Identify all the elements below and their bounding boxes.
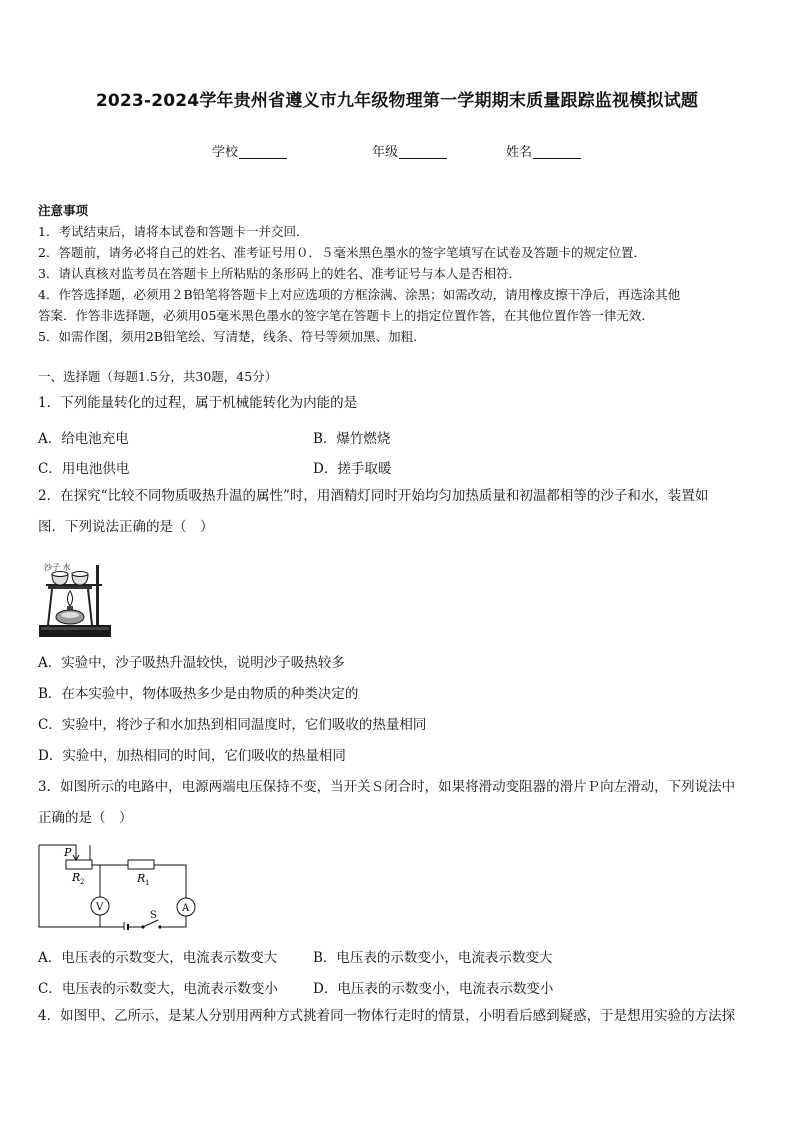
q2-option-d: D．实验中，加热相同的时间，它们吸收的热量相同 <box>38 748 346 764</box>
q3-stem-line2: 正确的是（ ） <box>38 810 133 826</box>
exam-title: 2023-2024学年贵州省遵义市九年级物理第一学期期末质量跟踪监视模拟试题 <box>95 91 699 111</box>
q2-option-c: C．实验中，将沙子和水加热到相同温度时，它们吸收的热量相同 <box>38 717 427 733</box>
notice-item: 5．如需作图，须用2B铅笔绘、写清楚，线条、符号等须加黑、加粗． <box>38 329 426 344</box>
q3-option-a: A．电压表的示数变大，电流表示数变大 <box>38 950 278 966</box>
figure-label-sand-water: 沙子 水 <box>44 563 71 572</box>
switch-label: S <box>150 910 157 921</box>
school-label: 学校 <box>212 145 239 160</box>
q4-stem-line1: 4．如图甲、乙所示，是某人分别用两种方式挑着同一物体行走时的情景，小明看后感到疑惑，于是想用实验的方法探 <box>38 1008 736 1024</box>
q3-option-b: B．电压表的示数变小，电流表示数变大 <box>313 950 553 966</box>
q1-option-a: A．给电池充电 <box>38 431 129 447</box>
section-heading: 一、选择题（每题1.5分，共30题，45分） <box>38 369 278 384</box>
q3-option-d: D．电压表的示数变小，电流表示数变小 <box>313 981 554 997</box>
voltmeter-label: V <box>96 902 104 913</box>
r2-subscript: 2 <box>80 878 85 886</box>
notice-item: 3．请认真核对监考员在答题卡上所粘贴的条形码上的姓名、准考证号与本人是否相符． <box>38 266 521 281</box>
school-field <box>212 141 287 160</box>
q2-option-b: B．在本实验中，物体吸热多少是由物质的种类决定的 <box>38 686 359 702</box>
q1-option-b: B．爆竹燃烧 <box>313 431 391 447</box>
q2-option-a: A．实验中，沙子吸热升温较快，说明沙子吸热较多 <box>38 655 345 671</box>
grade-blank <box>399 144 447 159</box>
q3-stem-line1: 3．如图所示的电路中，电源两端电压保持不变，当开关Ｓ闭合时，如果将滑动变阻器的滑片Ｐ向左滑动，下列说法中 <box>38 779 736 795</box>
q3-option-c: C．电压表的示数变大，电流表示数变小 <box>38 981 278 997</box>
heating-apparatus-figure <box>38 561 112 643</box>
r1-subscript: 1 <box>145 879 150 887</box>
q1-stem: 1．下列能量转化的过程，属于机械能转化为内能的是 <box>38 395 358 411</box>
notice-item: 答案．作答非选择题，必须用05毫米黑色墨水的签字笔在答题卡上的指定位置作答，在其他位置作答一律无效． <box>38 308 654 323</box>
notice-item: 1．考试结束后，请将本试卷和答题卡一并交回． <box>38 224 309 239</box>
q1-option-d: D．搓手取暖 <box>313 461 392 477</box>
slider-p-label: P <box>64 846 72 859</box>
name-blank <box>533 144 581 159</box>
grade-field <box>372 141 447 160</box>
notice-item: 2．答题前，请务必将自己的姓名、准考证号用０．５毫米黑色墨水的签字笔填写在试卷及答题卡的规定位置． <box>38 245 646 260</box>
school-blank <box>239 144 287 159</box>
circuit-diagram <box>36 840 208 930</box>
name-label: 姓名 <box>506 145 533 160</box>
notice-item: 4．作答选择题，必须用２B铅笔将答题卡上对应选项的方框涂满、涂黑；如需改动，请用橡皮擦干净后，再选涂其他 <box>38 287 681 302</box>
grade-label: 年级 <box>372 145 399 160</box>
q1-option-c: C．用电池供电 <box>38 461 130 477</box>
ammeter-label: A <box>182 903 190 914</box>
r2-label: R <box>72 871 81 884</box>
q2-stem-line1: 2．在探究“比较不同物质吸热升温的属性”时，用酒精灯同时开始均匀加热质量和初温都相等的沙子和水，装置如 <box>38 488 709 504</box>
r1-label: R <box>137 872 146 885</box>
notice-heading: 注意事项 <box>38 203 89 218</box>
q2-stem-line2: 图．下列说法正确的是（ ） <box>38 519 214 535</box>
name-field <box>506 141 581 160</box>
